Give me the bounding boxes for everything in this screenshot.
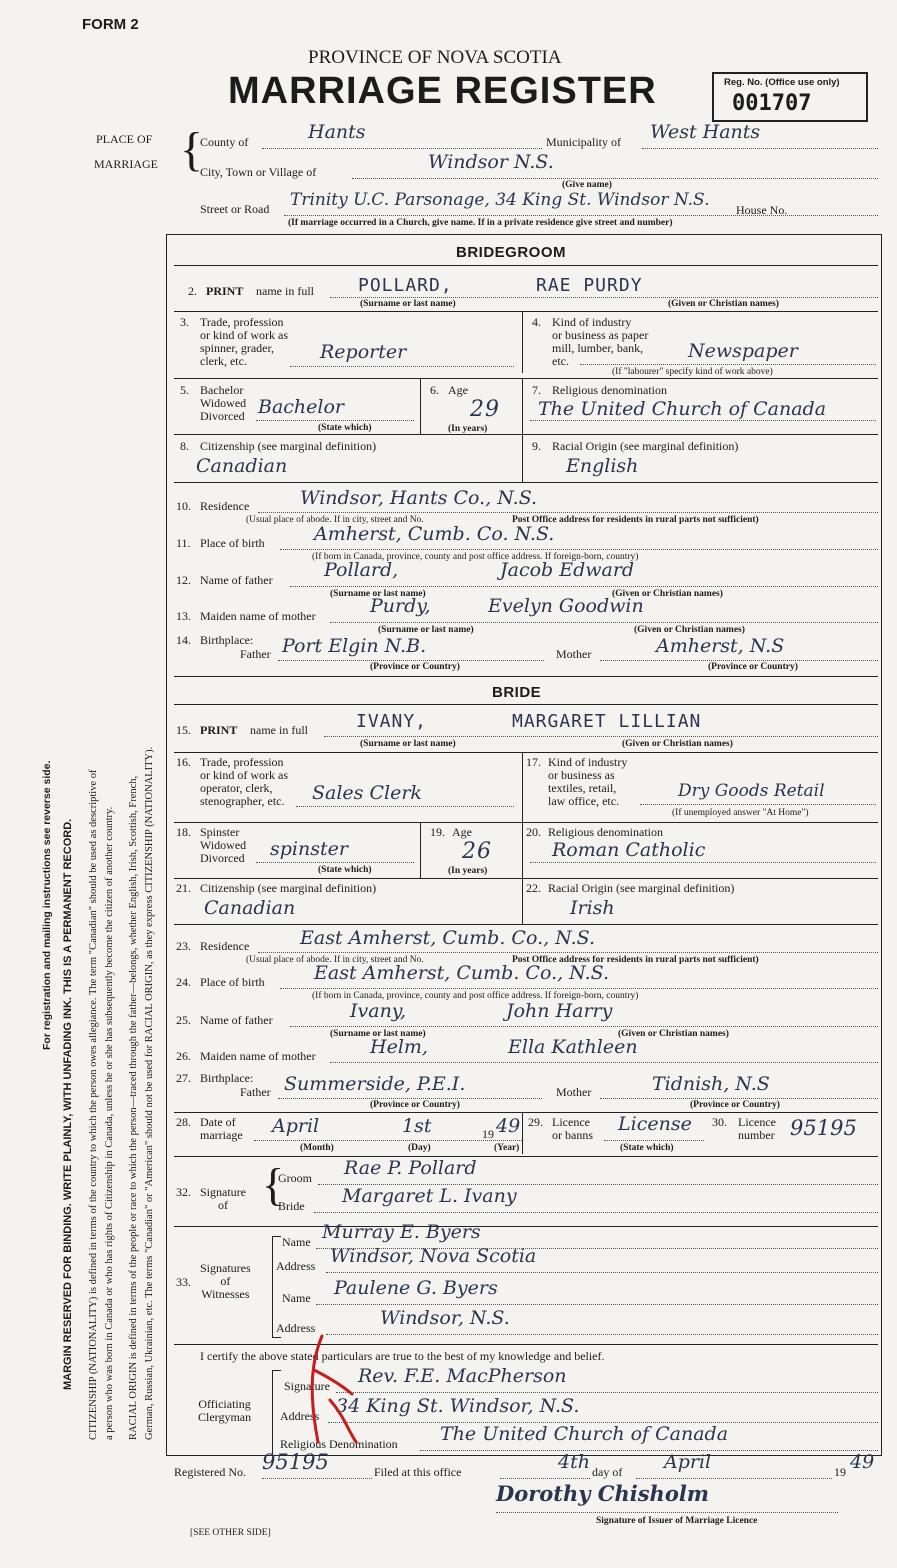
residence-note-a: (Usual place of abode. If in city, street and No.: [246, 955, 424, 965]
street-note: (If marriage occurred in a Church, give name. If in a private residence give street and number): [288, 218, 673, 228]
bride-trade: Sales Clerk: [312, 782, 422, 804]
bride-residence: East Amherst, Cumb. Co., N.S.: [300, 927, 596, 949]
street-label: Street or Road: [200, 202, 270, 216]
bride-citizenship: Canadian: [204, 897, 296, 919]
street-value: Trinity U.C. Parsonage, 34 King St. Windsor N.S.: [290, 190, 710, 210]
bride-signature: Margaret L. Ivany: [342, 1185, 517, 1207]
residence-note-a: (Usual place of abode. If in city, street and No.: [246, 515, 424, 525]
given-note: (Given or Christian names): [634, 625, 745, 635]
registered-number: 95195: [262, 1450, 329, 1474]
day-of-label: day of: [592, 1465, 623, 1479]
surname-note: (Surname or last name): [360, 299, 456, 309]
bride-bp-father: Summerside, P.E.I.: [284, 1073, 466, 1095]
item-number: 26.: [176, 1049, 191, 1063]
see-other-side: [SEE OTHER SIDE]: [190, 1528, 271, 1538]
bride-age: 26: [462, 839, 492, 864]
item-number: 8.: [180, 439, 189, 453]
bp-label: Birthplace:: [200, 633, 254, 647]
print-label: PRINT: [200, 723, 238, 737]
item-number: 24.: [176, 975, 191, 989]
bride-mother-surname: Helm,: [370, 1036, 428, 1058]
item-number: 19.: [430, 825, 445, 839]
bride-mother-given: Ella Kathleen: [508, 1036, 638, 1058]
trade-label: Trade, profession or kind of work as operator, clerk, stenographer, etc.: [200, 755, 288, 808]
groom-surname: POLLARD,: [358, 275, 453, 296]
groom-signature: Rae P. Pollard: [344, 1157, 477, 1179]
bridegroom-heading: BRIDEGROOM: [456, 244, 566, 261]
marriage-year: 49: [496, 1115, 521, 1137]
item-number: 10.: [176, 499, 191, 513]
filed-year: 49: [850, 1451, 875, 1473]
city-value: Windsor N.S.: [428, 151, 554, 173]
industry-label: Kind of industry or business as paper mill, lumber, bank, etc.: [552, 315, 649, 368]
father-label: Name of father: [200, 573, 273, 587]
groom-name-label: name in full: [256, 284, 314, 298]
page-title: MARRIAGE REGISTER: [228, 70, 657, 112]
groom-status: Bachelor: [258, 396, 345, 418]
sig-brace-icon: {: [262, 1159, 285, 1210]
trade-label: Trade, profession or kind of work as spinner, grader, clerk, etc.: [200, 315, 288, 368]
clergy-denomination: The United Church of Canada: [440, 1423, 729, 1445]
witness2-name: Paulene G. Byers: [334, 1277, 498, 1299]
place-brace-icon: {: [180, 123, 204, 176]
in-years-note: (In years): [448, 866, 488, 876]
day-note: (Day): [408, 1143, 431, 1153]
marital-label: Bachelor Widowed Divorced: [200, 383, 247, 423]
witness1-name: Murray E. Byers: [322, 1221, 481, 1243]
given-note: (Given or Christian names): [618, 1029, 729, 1039]
birth-note: (If born in Canada, province, county and post office address. If foreign-born, country): [312, 552, 639, 562]
bp-mother-label: Mother: [556, 647, 592, 661]
filed-year-prefix: 19: [834, 1465, 846, 1479]
marriage-label: MARRIAGE: [94, 157, 159, 171]
filed-day: 4th: [558, 1451, 590, 1473]
bride-label: Bride: [278, 1199, 305, 1213]
groom-religion: The United Church of Canada: [538, 398, 827, 420]
registered-label: Registered No.: [174, 1465, 246, 1479]
name-label: Name: [282, 1291, 311, 1305]
red-check-mark-icon: [300, 1330, 370, 1450]
mother-label: Maiden name of mother: [200, 1049, 316, 1063]
bp-father-label: Father: [240, 647, 271, 661]
groom-bp-mother: Amherst, N.S: [656, 635, 785, 657]
place-label: PLACE OF: [96, 132, 153, 146]
groom-given: RAE PURDY: [536, 275, 643, 296]
province-note: (Province or Country): [370, 1100, 460, 1110]
date-label: Date of marriage: [200, 1115, 243, 1142]
given-note: (Given or Christian names): [622, 739, 733, 749]
bp-label: Birthplace:: [200, 1071, 254, 1085]
item-number: 30.: [712, 1115, 727, 1129]
groom-mother-surname: Purdy,: [370, 595, 431, 617]
given-note: (Given or Christian names): [668, 299, 779, 309]
given-note: (Given or Christian names): [612, 589, 723, 599]
surname-note: (Surname or last name): [360, 739, 456, 749]
clergy-signature: Rev. F.E. MacPherson: [358, 1365, 567, 1387]
bride-status: spinster: [270, 838, 348, 860]
item-number: 3.: [180, 315, 189, 329]
clergy-signature-label: Signature: [284, 1379, 330, 1393]
reg-label: Reg. No. (Office use only): [724, 77, 840, 88]
industry-note: (If "labourer" specify kind of work above): [612, 367, 773, 377]
print-label: PRINT: [206, 284, 244, 298]
bp-mother-label: Mother: [556, 1085, 592, 1099]
item-number: 27.: [176, 1071, 191, 1085]
item-number: 20.: [526, 825, 541, 839]
house-no-label: House No.: [736, 203, 788, 217]
licence-number: 95195: [790, 1116, 857, 1140]
groom-birth: Amherst, Cumb. Co. N.S.: [314, 523, 555, 545]
licence-label: Licence or banns: [552, 1115, 593, 1142]
margin-line-6: German, Russian, Ukrainian, etc. The terms "Canadian" or "American" should not be used for RACIAL ORIGIN, as they express CITIZENSHIP (NATIONALITY).: [144, 746, 155, 1440]
groom-trade: Reporter: [320, 341, 407, 363]
officiating-label: Officiating Clergyman: [198, 1397, 252, 1424]
municipality-value: West Hants: [650, 121, 761, 143]
groom-father-given: Jacob Edward: [500, 559, 635, 581]
groom-age: 29: [470, 397, 500, 422]
item-number: 4.: [532, 315, 541, 329]
address-label: Address: [276, 1321, 316, 1335]
item-number: 2.: [188, 284, 197, 298]
groom-residence: Windsor, Hants Co., N.S.: [300, 487, 538, 509]
county-label: County of: [200, 135, 249, 149]
margin-line-2: MARGIN RESERVED FOR BINDING. WRITE PLAINLY, WITH UNFADING INK. THIS IS A PERMANENT RECORD.: [62, 818, 74, 1390]
issuer-note: Signature of Issuer of Marriage Licence: [596, 1516, 758, 1526]
signature-of-label: Signature of: [200, 1185, 246, 1212]
groom-citizenship: Canadian: [196, 455, 288, 477]
licence-type: License: [618, 1113, 692, 1135]
province-title: PROVINCE OF NOVA SCOTIA: [308, 47, 562, 68]
groom-industry: Newspaper: [688, 340, 798, 362]
county-value: Hants: [308, 121, 366, 143]
item-number: 33.: [176, 1275, 191, 1289]
witness2-address: Windsor, N.S.: [380, 1307, 510, 1329]
bride-religion: Roman Catholic: [552, 839, 706, 861]
citizenship-label: Citizenship (see marginal definition): [200, 881, 377, 895]
city-label: City, Town or Village of: [200, 165, 317, 179]
bride-father-surname: Ivany,: [350, 1000, 407, 1022]
item-number: 11.: [176, 536, 191, 550]
age-label: Age: [448, 383, 468, 397]
surname-note: (Surname or last name): [378, 625, 474, 635]
item-number: 18.: [176, 825, 191, 839]
mother-label: Maiden name of mother: [200, 609, 316, 623]
bride-surname: IVANY,: [356, 711, 428, 732]
birthplace-label: Place of birth: [200, 975, 265, 989]
address-label: Address: [276, 1259, 316, 1273]
certify-statement: I certify the above stated particulars are true to the best of my knowledge and belief.: [200, 1349, 605, 1363]
item-number: 13.: [176, 609, 191, 623]
marriage-month: April: [272, 1115, 320, 1137]
item-number: 12.: [176, 573, 191, 587]
state-which-note: (State which): [318, 423, 372, 433]
racial-label: Racial Origin (see marginal definition): [548, 881, 735, 895]
form-number: FORM 2: [82, 16, 139, 33]
item-number: 28.: [176, 1115, 191, 1129]
item-number: 14.: [176, 633, 191, 647]
province-note: (Province or Country): [708, 662, 798, 672]
item-number: 17.: [526, 755, 541, 769]
province-note: (Province or Country): [370, 662, 460, 672]
year-note: (Year): [494, 1143, 520, 1153]
groom-father-surname: Pollard,: [324, 559, 399, 581]
item-number: 7.: [532, 383, 541, 397]
item-number: 29.: [528, 1115, 543, 1129]
residence-label: Residence: [200, 499, 250, 513]
birthplace-label: Place of birth: [200, 536, 265, 550]
give-name-note: (Give name): [562, 180, 612, 190]
issuer-signature: Dorothy Chisholm: [496, 1481, 710, 1506]
witness1-address: Windsor, Nova Scotia: [330, 1245, 537, 1267]
clergy-address-label: Address: [280, 1409, 320, 1423]
marital-label: Spinster Widowed Divorced: [200, 825, 247, 865]
residence-note-b: Post Office address for residents in rural parts not sufficient): [512, 955, 759, 965]
margin-line-3: CITIZENSHIP (NATIONALITY) is defined in terms of the country to which the person owes allegiance. The term "Canadian" should be used as descriptive of: [88, 769, 99, 1440]
religion-label: Religious denomination: [552, 383, 667, 397]
item-number: 25.: [176, 1013, 191, 1027]
item-number: 32.: [176, 1185, 191, 1199]
filed-label: Filed at this office: [374, 1465, 462, 1479]
bp-father-label: Father: [240, 1085, 271, 1099]
bride-name-label: name in full: [250, 723, 308, 737]
bride-industry: Dry Goods Retail: [678, 781, 825, 801]
item-number: 6.: [430, 383, 439, 397]
surname-note: (Surname or last name): [330, 589, 426, 599]
filed-month: April: [664, 1451, 712, 1473]
clergy-address: 34 King St. Windsor, N.S.: [336, 1395, 580, 1417]
province-note: (Province or Country): [690, 1100, 780, 1110]
industry-note: (If unemployed answer "At Home"): [672, 808, 809, 818]
bride-bp-mother: Tidnish, N.S: [652, 1073, 770, 1095]
racial-label: Racial Origin (see marginal definition): [552, 439, 739, 453]
bride-given: MARGARET LILLIAN: [512, 711, 702, 732]
bride-birth: East Amherst, Cumb. Co., N.S.: [314, 962, 610, 984]
bride-heading: BRIDE: [492, 684, 542, 701]
item-number: 15.: [176, 723, 191, 737]
reg-box: [712, 72, 868, 122]
in-years-note: (In years): [448, 424, 488, 434]
age-label: Age: [452, 825, 472, 839]
residence-label: Residence: [200, 939, 250, 953]
birth-note: (If born in Canada, province, county and post office address. If foreign-born, country): [312, 991, 639, 1001]
item-number: 5.: [180, 383, 189, 397]
citizenship-label: Citizenship (see marginal definition): [200, 439, 377, 453]
reg-number: 001707: [732, 91, 812, 116]
year-prefix: 19: [482, 1127, 494, 1141]
denomination-label: Religious Denomination: [280, 1437, 398, 1451]
father-label: Name of father: [200, 1013, 273, 1027]
licence-no-label: Licence number: [738, 1115, 776, 1142]
margin-line-5: RACIAL ORIGIN is defined in terms of the people or race to which the person—traced through the father—belongs, whether English, Irish, Scottish, French,: [128, 775, 139, 1440]
surname-note: (Surname or last name): [330, 1029, 426, 1039]
bride-racial: Irish: [570, 897, 615, 919]
marriage-day: 1st: [402, 1115, 432, 1137]
item-number: 9.: [532, 439, 541, 453]
item-number: 22.: [526, 881, 541, 895]
groom-mother-given: Evelyn Goodwin: [488, 595, 644, 617]
state-which-note: (State which): [620, 1143, 674, 1153]
groom-racial: English: [566, 455, 639, 477]
industry-label: Kind of industry or business as textiles, retail, law office, etc.: [548, 755, 628, 808]
item-number: 23.: [176, 939, 191, 953]
groom-bp-father: Port Elgin N.B.: [282, 635, 427, 657]
state-which-note: (State which): [318, 865, 372, 875]
religion-label: Religious denomination: [548, 825, 663, 839]
residence-note-b: Post Office address for residents in rural parts not sufficient): [512, 515, 759, 525]
margin-line-4: a person who was born in Canada or who has rights of Citizenship in Canada, unless he or she has subsequently become the citizen of another country.: [104, 806, 115, 1440]
witnesses-label: Signatures of Witnesses: [200, 1261, 251, 1301]
name-label: Name: [282, 1235, 311, 1249]
item-number: 21.: [176, 881, 191, 895]
margin-line-1: For registration and mailing instructions see reverse side.: [41, 760, 53, 1050]
groom-label: Groom: [278, 1171, 312, 1185]
bride-father-given: John Harry: [506, 1000, 613, 1022]
month-note: (Month): [300, 1143, 334, 1153]
item-number: 16.: [176, 755, 191, 769]
municipality-label: Municipality of: [546, 135, 621, 149]
